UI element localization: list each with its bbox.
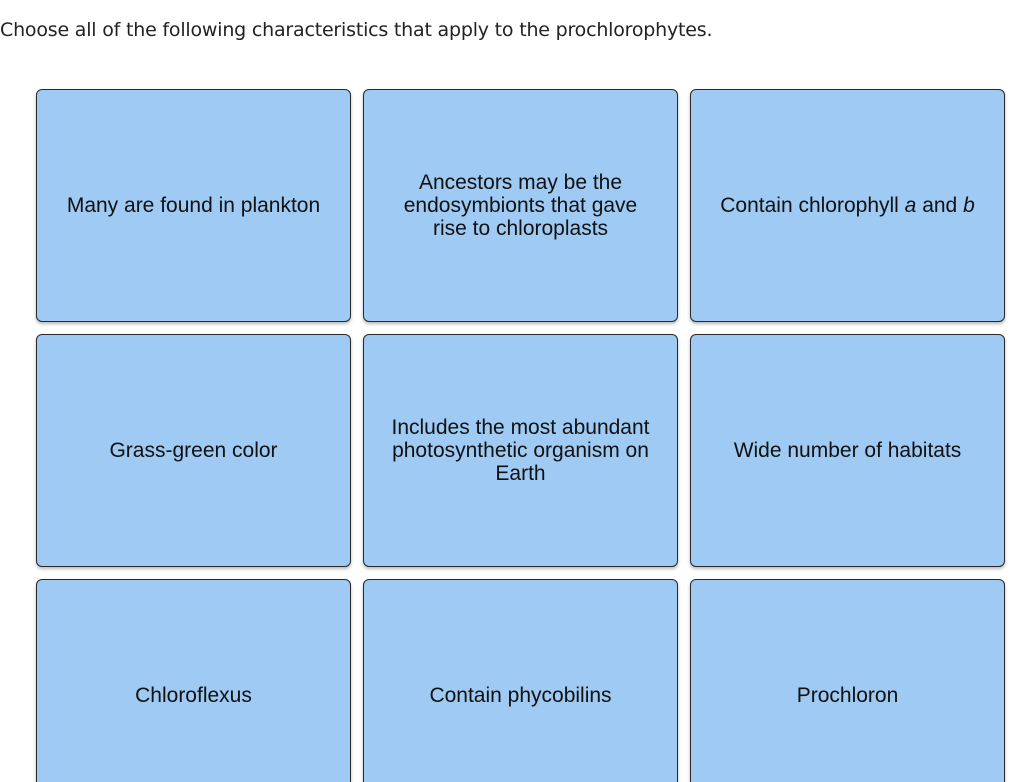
answer-tile-endosymbionts[interactable] [363,89,678,322]
answer-tile-chlorophyll-a-b[interactable] [690,89,1005,322]
answer-tile-chloroflexus[interactable] [36,579,351,782]
tile-label: Wide number of habitats [733,439,962,462]
answer-tile-most-abundant[interactable] [363,334,678,567]
tile-label: Many are found in plankton [66,194,321,217]
tile-label-text: and [916,194,964,217]
tile-label: Includes the most abundant photosynthetic organism on Earth [391,416,650,485]
tile-label: Ancestors may be the endosymbionts that gave rise to chloroplasts [403,171,638,240]
tile-label: Prochloron [796,684,899,707]
answer-tile-phycobilins[interactable] [363,579,678,782]
tile-label-chlorophyll-b: b [963,194,975,217]
answer-tile-grid [36,89,1005,782]
tile-label-text: Contain chlorophyll [720,194,905,217]
tile-label: Chloroflexus [135,684,252,707]
tile-label: Grass-green color [109,439,278,462]
question-prompt: Choose all of the following characteristics that apply to the prochlorophytes. [0,19,713,41]
answer-tile-grass-green[interactable] [36,334,351,567]
tile-label-chlorophyll-a: a [904,194,917,217]
tile-label [720,194,975,217]
answer-tile-prochloron[interactable] [690,579,1005,782]
answer-tile-habitats[interactable] [690,334,1005,567]
answer-tile-plankton[interactable] [36,89,351,322]
tile-label: Contain phycobilins [429,684,612,707]
